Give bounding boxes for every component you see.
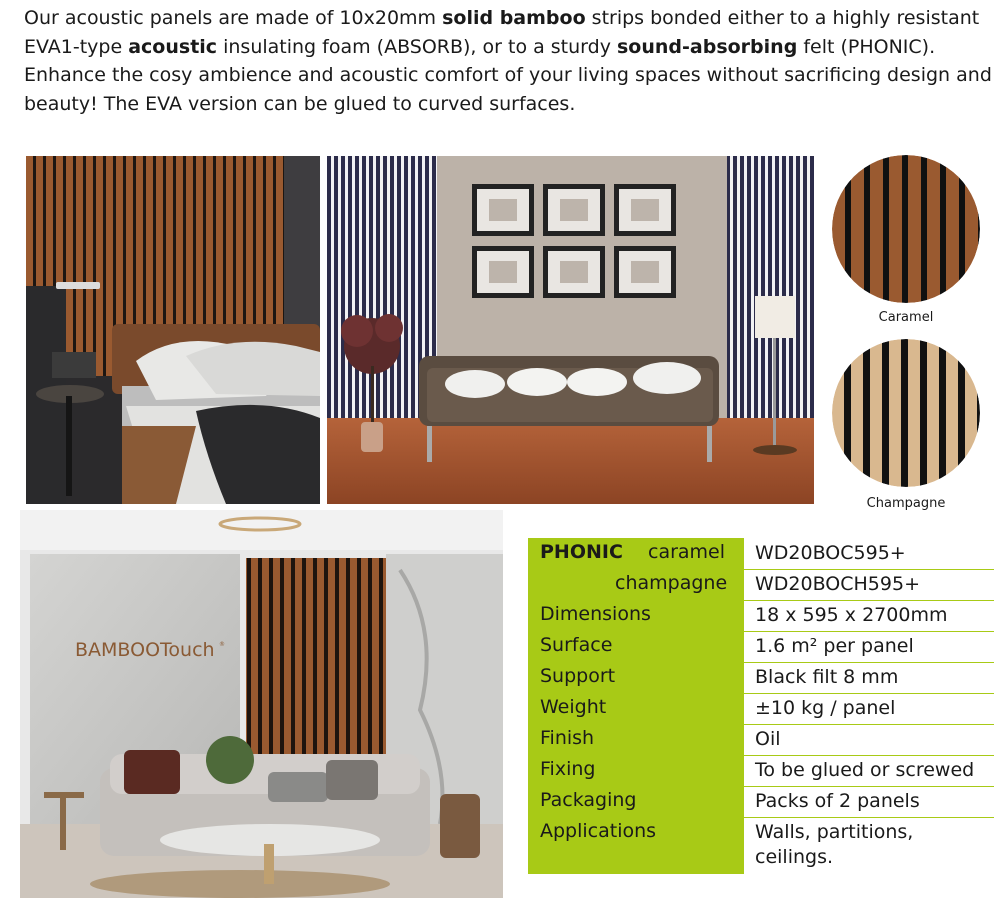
spec-key: Finish: [540, 727, 595, 749]
showroom-illustration: [20, 510, 503, 898]
spec-value: Walls, partitions, ceilings.: [755, 821, 914, 868]
spec-code-caramel: WD20BOC595+: [755, 542, 906, 564]
caramel-swatch-illustration: [832, 155, 980, 303]
spec-row: [528, 755, 994, 786]
spec-key: Dimensions: [540, 603, 651, 625]
caramel-label: Caramel: [878, 310, 934, 325]
brand-logo: BAMBOOTouch: [75, 639, 215, 661]
intro-bold-3: sound-absorbing: [617, 35, 798, 58]
caramel-swatch: [832, 155, 980, 303]
spec-row-code-champagne: [528, 569, 994, 600]
bedroom-illustration: [26, 156, 320, 504]
spec-value: Black filt 8 mm: [755, 666, 899, 688]
spec-value: ±10 kg / panel: [755, 697, 896, 719]
spec-table: [528, 538, 994, 874]
intro-text-2: strips bonded either to a highly resistant EVA1-type: [24, 7, 980, 58]
spec-key: Fixing: [540, 758, 596, 780]
brand-logo-mark: ®: [219, 641, 225, 648]
living-room-photo: [327, 156, 814, 504]
spec-value: 18 x 595 x 2700mm: [755, 604, 948, 626]
spec-row: [528, 786, 994, 817]
spec-product-name: PHONIC: [540, 541, 623, 563]
spec-code-champagne: WD20BOCH595+: [755, 573, 920, 595]
champagne-swatch: [832, 339, 980, 487]
spec-value: To be glued or screwed: [755, 759, 975, 781]
spec-key: Applications: [540, 820, 657, 842]
spec-key: Packaging: [540, 789, 637, 811]
intro-bold-2: acoustic: [128, 35, 218, 58]
showroom-photo: [20, 510, 503, 898]
champagne-swatch-illustration: [832, 339, 980, 487]
bedroom-photo: [26, 156, 320, 504]
intro-text-4: felt (PHONIC). Enhance the cosy ambience and acoustic comfort of your living spaces without sacrificing design and beauty! The EVA version can be glued to curved surfaces.: [24, 35, 992, 115]
spec-value: 1.6 m² per panel: [755, 635, 914, 657]
spec-row: [528, 817, 994, 874]
intro-text-3: insulating foam (ABSORB), or to a sturdy: [217, 35, 617, 58]
spec-variant-caramel: caramel: [648, 541, 726, 563]
spec-row: [528, 662, 994, 693]
spec-key: Support: [540, 665, 616, 687]
spec-row: [528, 724, 994, 755]
intro-bold-1: solid bamboo: [442, 7, 586, 29]
spec-value: Oil: [755, 728, 781, 750]
spec-row: [528, 600, 994, 631]
spec-key: Surface: [540, 634, 613, 656]
intro-text-1: Our acoustic panels are made of 10x20mm: [24, 7, 443, 29]
spec-row: [528, 631, 994, 662]
spec-row-code-caramel: [528, 538, 994, 569]
spec-variant-champagne: champagne: [615, 572, 728, 594]
spec-key: Weight: [540, 696, 607, 718]
spec-row: [528, 693, 994, 724]
intro-paragraph: [24, 4, 994, 118]
champagne-label: Champagne: [866, 496, 946, 511]
spec-value: Packs of 2 panels: [755, 790, 920, 812]
living-room-illustration: [327, 156, 814, 504]
